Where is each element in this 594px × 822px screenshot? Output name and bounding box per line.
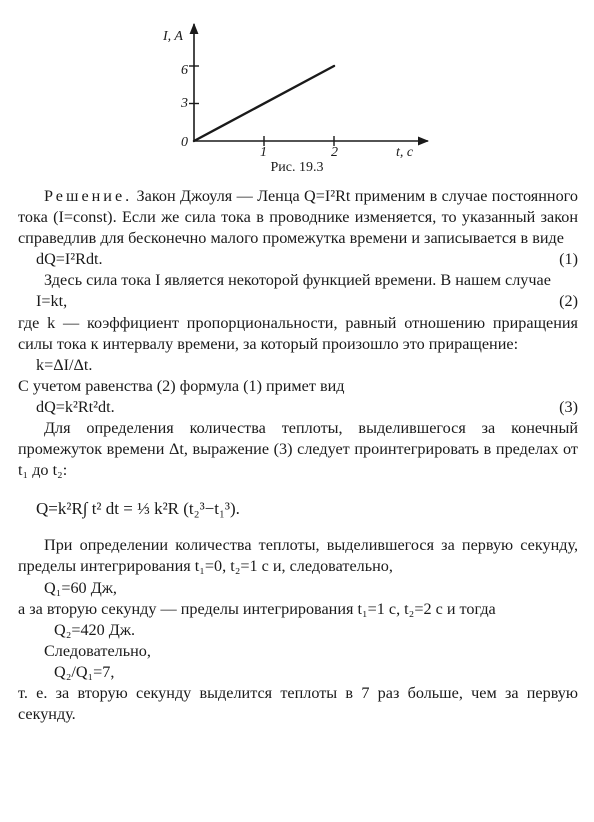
result-q2: Q₂=420 Дж. xyxy=(54,620,136,639)
equation-3-number: (3) xyxy=(559,397,578,416)
equation-3 xyxy=(18,397,578,418)
figure-caption: Рис. 19.3 xyxy=(270,160,324,175)
y-tick-label-6: 6 xyxy=(181,63,188,78)
figure-19-3 xyxy=(0,0,594,178)
x-tick-label-1: 1 xyxy=(260,145,267,160)
equation-1-number: (1) xyxy=(559,250,578,269)
paragraph-8: Следовательно, xyxy=(44,641,151,660)
equation-3-body: dQ=k²Rt²dt. xyxy=(36,397,115,416)
solution-heading: Решение. xyxy=(44,187,133,205)
paragraph-6: При определении количества теплоты, выделившегося за первую секунду, пределы интегрирования t₁=0, t₂=1 с и, следовательно, xyxy=(18,536,578,576)
paragraph-4: С учетом равенства (2) формула (1) примет вид xyxy=(18,376,345,395)
equation-2-number: (2) xyxy=(559,292,578,311)
equation-1 xyxy=(18,249,578,270)
origin-label: 0 xyxy=(181,135,188,150)
y-axis-label: I, A xyxy=(163,29,183,44)
x-axis-label: t, с xyxy=(396,145,414,160)
result-q1: Q₁=60 Дж, xyxy=(44,578,117,597)
current-time-chart xyxy=(0,0,594,178)
paragraph-7: а за вторую секунду — пределы интегрирования t₁=1 с, t₂=2 с и тогда xyxy=(18,599,496,618)
paragraph-5: Для определения количества теплоты, выделившегося за конечный промежуток времени Δt, выражение (3) следует проинтегрировать в пределах от t₁ до t₂: xyxy=(18,419,578,480)
paragraph-9: т. е. за вторую секунду выделится теплоты в 7 раз больше, чем за первую секунду. xyxy=(18,683,578,724)
y-tick-label-3: 3 xyxy=(181,96,188,111)
equation-2 xyxy=(18,291,578,312)
paragraph-3: где k — коэффициент пропорциональности, равный отношению приращения силы тока к интервалу времени, за который произошло это приращение: xyxy=(18,313,578,353)
result-ratio: Q₂/Q₁=7, xyxy=(54,662,115,681)
equation-k xyxy=(18,355,578,376)
paragraph-1-body: Закон Джоуля — Ленца Q=I²Rt применим в случае постоянного тока (I=const). Если же сила тока в проводнике изменяется, то указанный закон справедлив для бесконечно малого промежутка времени и записывается в виде xyxy=(18,187,578,248)
series-line xyxy=(194,66,334,141)
paragraph-2: Здесь сила тока I является некоторой функцией времени. В нашем случае xyxy=(44,271,551,290)
equation-integral-body: Q=k²R∫ t² dt = ⅓ k²R (t₂³−t₁³). xyxy=(36,498,240,518)
equation-k-body: k=ΔI/Δt. xyxy=(36,355,93,374)
equation-1-body: dQ=I²Rdt. xyxy=(36,250,103,269)
x-tick-label-2: 2 xyxy=(331,145,338,160)
solution-text xyxy=(18,186,578,725)
paragraph-1 xyxy=(18,186,578,249)
equation-2-body: I=kt, xyxy=(36,292,68,311)
equation-integral xyxy=(18,481,578,535)
